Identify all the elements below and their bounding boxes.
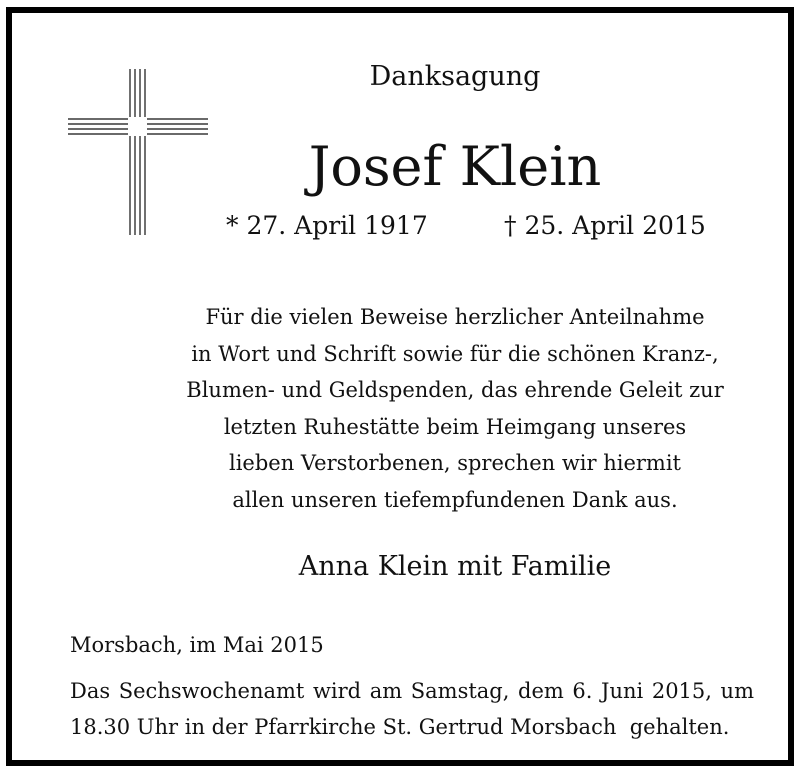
signature: Anna Klein mit Familie (298, 551, 612, 582)
thanks-line: in Wort und Schrift sowie für die schönen Kranz-, (191, 341, 719, 366)
birth-date: * 27. April 1917 (226, 211, 428, 240)
thanks-line: Für die vielen Beweise herzlicher Anteilnahme (205, 305, 705, 329)
memorial-line: 18.30 Uhr in der Pfarrkirche St. Gertrud Morsbach gehalten. (70, 715, 730, 739)
memorial-notice (70, 673, 754, 745)
thanks-line: Blumen- und Geldspenden, das ehrende Geleit zur (186, 378, 724, 402)
memorial-line: Das Sechswochenamt wird am Samstag, dem 6. Juni 2015, um (70, 679, 754, 703)
thanks-text (12, 299, 788, 518)
heading: Danksagung (369, 61, 541, 92)
thanks-line: letzten Ruhestätte beim Heimgang unseres (223, 414, 687, 439)
thanks-line: allen unseren tiefempfundenen Dank aus. (232, 487, 678, 512)
obituary-frame (6, 7, 794, 766)
death-date: † 25. April 2015 (504, 211, 706, 240)
place-date: Morsbach, im Mai 2015 (70, 633, 324, 657)
deceased-name: Josef Klein (308, 135, 602, 198)
thanks-line: lieben Verstorbenen, sprechen wir hiermit (228, 451, 681, 475)
